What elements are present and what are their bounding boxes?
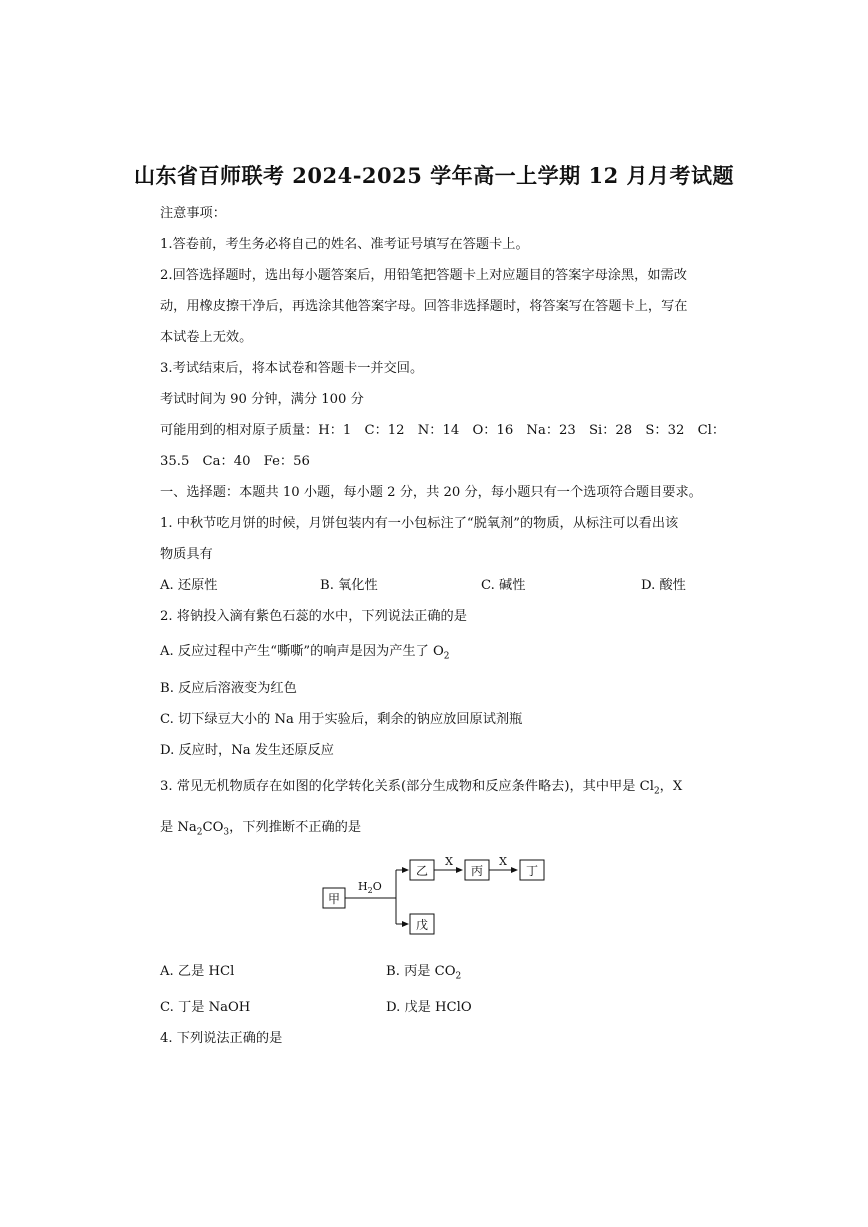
- note-line-1: 1.答卷前，考生务必将自己的姓名、准考证号填写在答题卡上。: [160, 237, 529, 252]
- label-yi: 乙: [415, 864, 429, 878]
- note-line-3: 动，用橡皮擦干净后，再选涂其他答案字母。回答非选择题时，将答案写在答题卡上，写在: [160, 299, 688, 314]
- q3-option-b: [386, 960, 461, 982]
- q4-stem: 4. 下列说法正确的是: [160, 1031, 283, 1046]
- q2-stem: 2. 将钠投入滴有紫色石蕊的水中，下列说法正确的是: [160, 609, 467, 624]
- note-line-2: 2.回答选择题时，选出每小题答案后，用铅笔把答题卡上对应题目的答案字母涂黑，如需改: [160, 268, 687, 283]
- q3-option-d: D. 戊是 HClO: [386, 1000, 472, 1015]
- atomic-masses-line-1: 可能用到的相对原子质量：H：1 C：12 N：14 O：16 Na：23 Si：28 S：32 Cl：: [160, 423, 726, 438]
- q3-stem-line-1-text: 3. 常见无机物质存在如图的化学转化关系(部分生成物和反应条件略去)，其中甲是 Cl: [160, 779, 654, 794]
- q1-option-b: B. 氧化性: [320, 578, 378, 593]
- exam-time: 考试时间为 90 分钟，满分 100 分: [160, 392, 364, 407]
- q1-stem-line-2: 物质具有: [160, 547, 213, 562]
- label-ding: 丁: [525, 864, 539, 878]
- q1-option-c: C. 碱性: [481, 578, 526, 593]
- q2-option-a-text: A. 反应过程中产生“嘶嘶”的响声是因为产生了 O: [160, 644, 444, 659]
- q3-stem-line-1: [160, 775, 682, 797]
- section-heading: 一、选择题：本题共 10 小题，每小题 2 分，共 20 分，每小题只有一个选项符合题目要求。: [160, 485, 702, 500]
- q3-stem-line-1-end: ，X: [659, 779, 683, 794]
- label-jia: 甲: [327, 892, 341, 906]
- q2-option-d: D. 反应时，Na 发生还原反应: [160, 743, 334, 758]
- q3-stem-line-2-end: ，下列推断不正确的是: [229, 820, 362, 835]
- page-title: 山东省百师联考 2024-2025 学年高一上学期 12 月月考试题: [133, 163, 735, 188]
- q3-stem-line-2-mid: CO: [202, 820, 224, 835]
- q3-option-a: A. 乙是 HCl: [160, 964, 235, 979]
- label-h2o: $H_2O$: [358, 880, 382, 895]
- q3-stem-line-2: [160, 816, 361, 838]
- q3-stem-line-2-pre: 是 Na: [160, 820, 197, 835]
- q1-option-d: D. 酸性: [641, 578, 686, 593]
- note-line-5: 3.考试结束后，将本试卷和答题卡一并交回。: [160, 361, 424, 376]
- notes-heading: 注意事项：: [160, 206, 226, 221]
- q3-stem-line-2-sub-2: 3: [223, 827, 230, 838]
- q2-option-a-subscript: 2: [443, 651, 450, 662]
- q1-stem-line-1: 1. 中秋节吃月饼的时候，月饼包装内有一小包标注了“脱氧剂”的物质，从标注可以看出该: [160, 516, 679, 531]
- q3-option-b-text: B. 丙是 CO: [386, 964, 456, 979]
- q3-stem-line-1-subscript: 2: [653, 786, 660, 797]
- q2-option-a: [160, 640, 450, 662]
- q3-stem-line-2-sub-1: 2: [196, 827, 203, 838]
- q3-option-c: C. 丁是 NaOH: [160, 1000, 251, 1015]
- q3-option-b-subscript: 2: [455, 971, 462, 982]
- label-wu: 戊: [415, 918, 429, 932]
- note-line-4: 本试卷上无效。: [160, 330, 253, 345]
- atomic-masses-line-2: 35.5 Ca：40 Fe：56: [160, 454, 310, 469]
- label-x-2: X: [499, 855, 507, 868]
- q2-option-c: C. 切下绿豆大小的 Na 用于实验后，剩余的钠应放回原试剂瓶: [160, 712, 523, 727]
- label-bing: 丙: [470, 864, 484, 878]
- q3-transformation-diagram: [318, 852, 558, 942]
- q2-option-b: B. 反应后溶液变为红色: [160, 681, 297, 696]
- label-x-1: X: [445, 855, 453, 868]
- q1-option-a: A. 还原性: [160, 578, 218, 593]
